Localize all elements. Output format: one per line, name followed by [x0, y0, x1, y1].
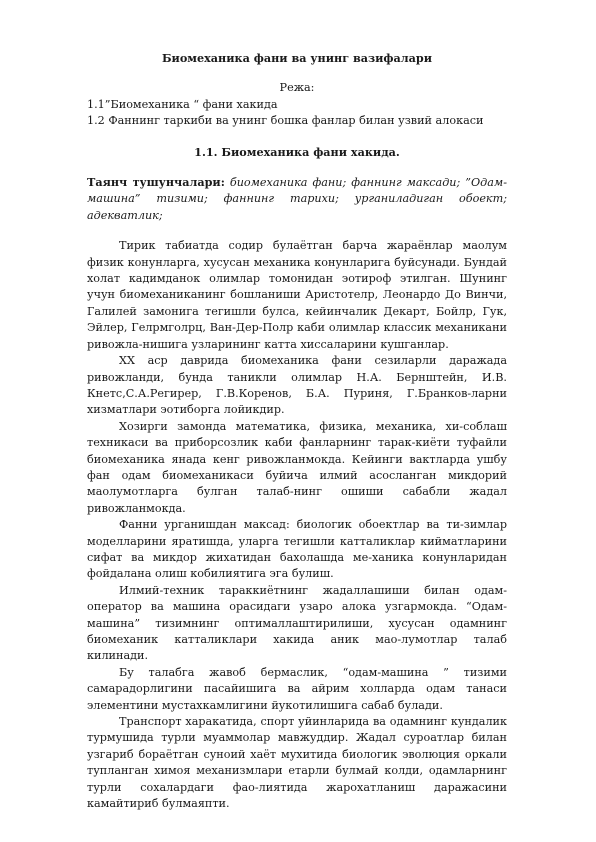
keywords-text: биомеханика фани; фаннинг максади; ”Одам-машина” тизими; фаннинг тарихи; урганиладиган обоект; адекватлик;: [87, 176, 507, 222]
keywords-label: Таянч тушунчалари:: [87, 175, 225, 190]
section-heading: 1.1. Биомеханика фани хакида.: [194, 144, 400, 159]
plan-item: 1.1”Биомеханика “ фани хакида: [87, 97, 278, 111]
body-paragraph: Хозирги замонда математика, физика, механика, хи-соблаш техникаси ва приборсозлик каби фанларнинг тарак-киёти туфайли биомеханика янада кенг ривожланмокда. Кейинги вактларда ушбу фан одам биомеханикаси буйича илмий асосланган микдорий маолумотларга булган талаб-нинг ошиши сабабли жадал ривожланмокда.: [87, 419, 507, 515]
body-paragraph: Бу талабга жавоб бермаслик, “одам-машина ” тизими самарадорлигини пасайишига ва айрим холларда одам танаси элементини мустахкамлигини йукотилишига сабаб булади.: [87, 665, 507, 712]
body-paragraph: Тирик табиатда содир булаётган барча жараёнлар маолум физик конунларга, хусусан механика конунларига буйсунади. Бундай холат кадимданок олимлар томонидан эотироф этилган. Шунинг учун биомеханиканинг бошланиши Аристотелр, Леонардо До Винчи, Галилей замонига тегишли булса, кейинчалик Декарт, Бойлр, Гук, Эйлер, Гелрмголрц, Ван-Дер-Полр каби олимлар классик механикани ривожла-нишига узларининг катта хиссаларини кушганлар.: [87, 239, 507, 351]
document-title: Биомеханика фани ва унинг вазифалари: [161, 51, 433, 65]
body-paragraph: Фанни урганишдан максад: биологик обоектлар ва ти-зимлар моделларини яратишда, уларга тегишли катталиклар кийматларини сифат ва микдор жихатидан бахолашда ме-ханика конунларидан фойдалана олиш кобилиятига эга булиш.: [87, 518, 507, 581]
document-page: [87, 50, 507, 812]
body-paragraph: Илмий-техник тараккиётнинг жадаллашиши билан одам-оператор ва машина орасидаги узаро алока узгармокда. “Одам-машина” тизимнинг оптималлаштирилиши, хусусан одамнинг биомеханик катталиклари хакида аник мао-лумотлар талаб килинади.: [87, 583, 507, 663]
body-paragraph: XX аср давридa биомеханика фани сезиларли даражада ривожланди, бунда таникли олимлар Н.А. Бернштейн, И.В. Кнетс,С.А.Регирер, Г.В.Коренов, Б.А. Пуриня, Г.Бранков-ларни хизматлари эотиборга лойикдир.: [87, 354, 507, 417]
plan-label: Режа:: [279, 81, 315, 95]
plan-item: 1.2 Фаннинг таркиби ва унинг бошка фанлар билан узвий алокаси: [87, 114, 484, 128]
keywords-paragraph: [87, 174, 507, 224]
body-paragraph: Транспорт харакатида, спорт уйинларида ва одамнинг кундалик турмушида турли муаммолар мавжуддир. Жадал суроатлар билан узгариб бораётган суноий хаёт мухитида биологик эволюция оркали тупланган химоя механизмлари етарли булмай колди, одамларнинг турли сохалардаги фао-лиятида жарохатланиш даражасини камайтириб булмаяпти.: [87, 715, 507, 811]
